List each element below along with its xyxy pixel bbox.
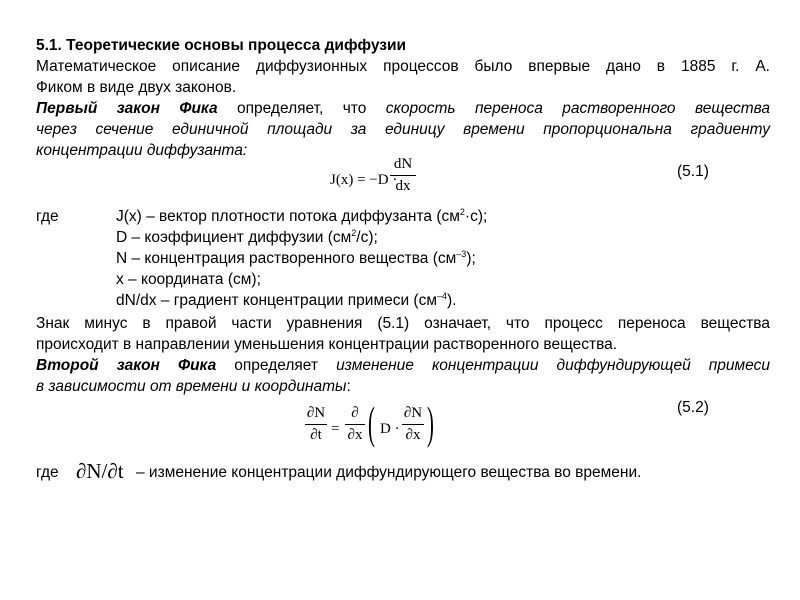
eq2-lhs-fraction: ∂N ∂t — [306, 405, 326, 443]
second-law-line-1 — [36, 356, 770, 376]
final-where-label: где — [36, 464, 59, 481]
section-title: 5.1. Теоретические основы процесса диффузии — [36, 37, 407, 54]
first-law-line-1 — [36, 99, 770, 119]
first-law-text-a: скорость переноса растворенного вещества — [385, 100, 770, 117]
sign-note-line-1: Знак минус в правой части уравнения (5.1) означает, что процесс переноса вещества — [36, 315, 770, 332]
eq2-equals: = — [331, 421, 340, 437]
second-law-name: Второй закон Фика — [36, 357, 217, 374]
eq1-lhs: J(x) = −D · — [330, 172, 398, 188]
eq2-left-paren: ( — [368, 397, 375, 448]
eq1-numerator: dN — [393, 156, 413, 172]
where-label: где — [36, 208, 59, 225]
eq1-number: (5.1) — [677, 163, 709, 180]
first-law-name: Первый закон Фика — [36, 100, 218, 117]
intro-line-1: Математическое описание диффузионных процессов было впервые дано в 1885 г. А. — [36, 58, 770, 75]
eq1-fraction — [390, 156, 416, 195]
definition-d: D – коэффициент диффузии $(см^2/с)$; — [116, 228, 378, 246]
eq1-fraction-bar — [390, 175, 416, 176]
eq2-number: (5.2) — [677, 399, 709, 416]
second-law-verb: определяет — [234, 357, 318, 374]
intro-line-2: Фиком в виде двух законов. — [36, 79, 237, 96]
eq2-inner-d: D · — [380, 421, 400, 437]
eq2-inner-fraction: ∂N ∂x — [403, 405, 423, 443]
sign-note-line-2: происходит в направлении уменьшения концентрации растворенного вещества. — [36, 336, 618, 353]
eq1-denominator: dx — [395, 178, 411, 194]
first-law-line-3: концентрации диффузанта: — [36, 142, 248, 159]
second-law-line-2: в зависимости от времени и координаты: — [36, 378, 351, 395]
definition-gradient: dN/dx – градиент концентрации примеси $(см^{-4})$. — [116, 291, 457, 309]
first-law-line-2: через сечение единичной площади за единицу времени пропорциональна градиенту — [36, 121, 770, 138]
first-law-verb: определяет, что — [237, 100, 367, 117]
definition-x: x – координата (см); — [116, 271, 261, 288]
eq2-right-paren: ) — [427, 397, 434, 448]
final-symbol: ∂N/∂t — [76, 459, 124, 483]
definition-j: J(x) – вектор плотности потока диффузанта $(см^2\cdot с)$; — [116, 207, 488, 225]
final-text: – изменение концентрации диффундирующего вещества во времени. — [136, 464, 642, 481]
second-law-text-a: изменение концентрации диффундирующей примеси — [336, 357, 770, 374]
definition-n: N – концентрация растворенного вещества $(см^{-3})$; — [116, 249, 476, 267]
eq2-operator-fraction: ∂ ∂x — [345, 405, 365, 444]
